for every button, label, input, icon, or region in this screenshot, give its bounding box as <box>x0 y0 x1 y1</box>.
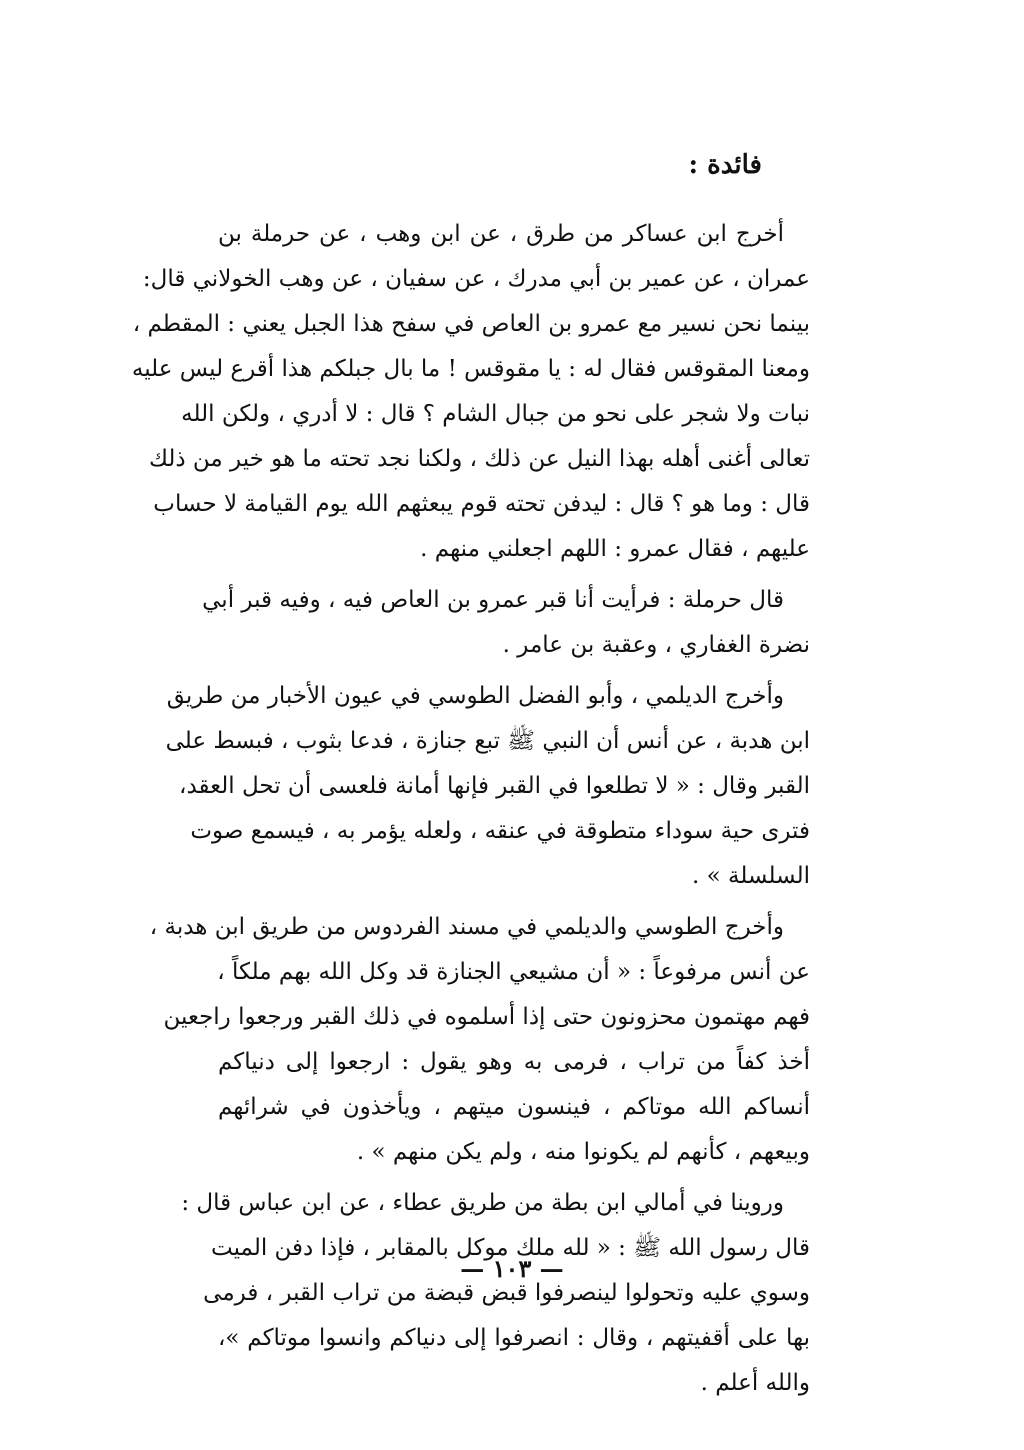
text-line: وسوي عليه وتحولوا لينصرفوا قبض قبضة من تراب القبر ، فرمى <box>203 1280 810 1306</box>
section-heading: فائدة : <box>688 150 762 180</box>
text-line: عن أنس مرفوعاً : « أن مشيعي الجنازة قد وكل الله بهم ملكاً ، <box>217 959 810 985</box>
text-line: بها على أقفيتهم ، وقال : انصرفوا إلى دنياكم وانسوا موتاكم »، <box>218 1325 810 1351</box>
text-line: تعالى أغنى أهله بهذا النيل عن ذلك ، ولكنا نجد تحته ما هو خير من ذلك <box>148 446 810 472</box>
text-line: وروينا في أمالي ابن بطة من طريق عطاء ، عن ابن عباس قال : <box>181 1190 784 1216</box>
paragraph <box>149 905 810 1175</box>
paragraph <box>181 1181 810 1406</box>
text-line: ابن هدبة ، عن أنس أن النبي ﷺ تبع جنازة ، فدعا بثوب ، فبسط على <box>165 728 810 754</box>
text-line: وأخرج الديلمي ، وأبو الفضل الطوسي في عيون الأخبار من طريق <box>166 683 784 709</box>
text-line: قال رسول الله ﷺ : « لله ملك موكل بالمقابر ، فإذا دفن الميت <box>211 1235 810 1261</box>
text-line: بينما نحن نسير مع عمرو بن العاص في سفح هذا الجبل يعني : المقطم ، <box>132 311 810 337</box>
text-line: فهم مهتمون محزونون حتى إذا أسلموه في ذلك القبر ورجعوا راجعين <box>163 1004 810 1030</box>
text-line: السلسلة » . <box>692 863 810 889</box>
text-line: أنساكم الله موتاكم ، فينسون ميتهم ، ويأخذون في شرائهم <box>218 1094 810 1120</box>
text-line: عمران ، عن عمير بن أبي مدرك ، عن سفيان ، عن وهب الخولاني قال: <box>142 266 810 292</box>
text-line: القبر وقال : « لا تطلعوا في القبر فإنها أمانة فلعسى أن تحل العقد، <box>179 773 810 799</box>
text-line: نضرة الغفاري ، وعقبة بن عامر . <box>502 632 810 658</box>
text-line: قال حرملة : فرأيت أنا قبر عمرو بن العاص فيه ، وفيه قبر أبي <box>202 587 784 613</box>
text-line: وأخرج الطوسي والديلمي في مسند الفردوس من طريق ابن هدبة ، <box>149 914 784 940</box>
text-line: عليهم ، فقال عمرو : اللهم اجعلني منهم . <box>420 536 810 562</box>
text-line: قال : وما هو ؟ قال : ليدفن تحته قوم يبعثهم الله يوم القيامة لا حساب <box>153 491 810 517</box>
paragraph <box>202 578 810 668</box>
text-line: ومعنا المقوقس فقال له : يا مقوقس ! ما بال جبلكم هذا أقرع ليس عليه <box>131 356 810 382</box>
paragraph <box>131 212 810 572</box>
text-line: فترى حية سوداء متطوقة في عنقه ، ولعله يؤمر به ، فيسمع صوت <box>190 818 810 844</box>
page-number: — ١٠٣ — <box>460 1254 564 1283</box>
text-line: أخذ كفاً من تراب ، فرمى به وهو يقول : ارجعوا إلى دنياكم <box>218 1049 810 1075</box>
text-line: والله أعلم . <box>700 1370 810 1396</box>
body-text <box>131 212 810 1412</box>
text-line: وبيعهم ، كأنهم لم يكونوا منه ، ولم يكن منهم » . <box>356 1139 810 1165</box>
text-line: أخرج ابن عساكر من طرق ، عن ابن وهب ، عن حرملة بن <box>218 221 784 247</box>
text-line: نبات ولا شجر على نحو من جبال الشام ؟ قال : لا أدري ، ولكن الله <box>181 401 810 427</box>
paragraph <box>165 674 810 899</box>
